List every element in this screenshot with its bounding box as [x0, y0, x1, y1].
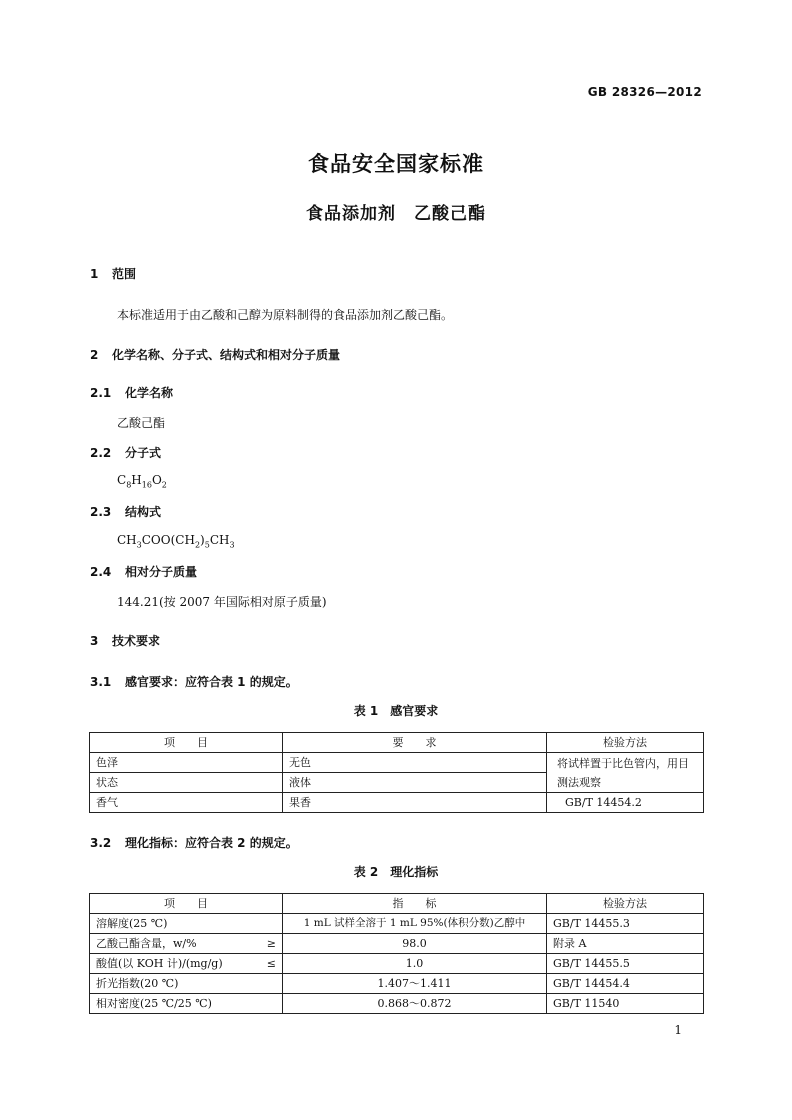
table-cell: GB/T 14454.4: [547, 974, 704, 994]
sensory-table: [89, 732, 704, 813]
section-title: 相对分子质量: [125, 565, 198, 579]
section-heading: [90, 563, 197, 580]
section-heading: [90, 346, 340, 363]
table-cell: 折光指数(20 ℃): [90, 974, 283, 994]
table-cell: GB/T 11540: [547, 994, 704, 1014]
table-row: [90, 954, 704, 974]
section-heading: [90, 444, 161, 461]
table-header: 指 标: [283, 894, 547, 914]
table-row: [90, 793, 704, 813]
table-row: [90, 914, 704, 934]
table-row: [90, 934, 704, 954]
scope-paragraph: 本标准适用于由乙酸和己醇为原料制得的食品添加剂乙酸己酯。: [117, 308, 454, 322]
section-heading: [90, 503, 161, 520]
section-number: 2: [90, 348, 99, 362]
table-cell: 液体: [283, 773, 547, 793]
section-heading: [90, 632, 160, 649]
section-number: 2.2: [90, 446, 112, 460]
section-title: 技术要求: [112, 634, 161, 648]
table1-caption: 表 1 感官要求: [353, 704, 439, 718]
section-title: 理化指标：应符合表 2 的规定。: [125, 836, 298, 850]
table-cell: 果香: [283, 793, 547, 813]
table-cell: 乙酸己酯含量，w/% ≥: [90, 934, 283, 954]
section-number: 2.1: [90, 386, 112, 400]
section-heading: [90, 265, 136, 282]
table-header-row: [90, 733, 704, 753]
document-subtitle: 食品添加剂 乙酸己酯: [306, 204, 486, 224]
table-cell: 附录 A: [547, 934, 704, 954]
table-cell: 1.407～1.411: [283, 974, 547, 994]
table-cell: 0.868～0.872: [283, 994, 547, 1014]
chemical-name: 乙酸己酯: [117, 416, 166, 430]
structural-formula: $CH_3COO(CH_2)_5CH_3$: [117, 533, 235, 550]
molecular-formula: $C_8H_{16}O_2$: [117, 473, 167, 490]
section-title: 化学名称、分子式、结构式和相对分子质量: [112, 348, 341, 362]
section-title: 分子式: [125, 446, 162, 460]
table-header: 项 目: [90, 894, 283, 914]
table-row: [90, 753, 704, 773]
table-header: 检验方法: [547, 733, 704, 753]
section-title: 范围: [112, 267, 137, 281]
section-number: 1: [90, 267, 99, 281]
table-cell: 相对密度(25 ℃/25 ℃): [90, 994, 283, 1014]
table-cell: 溶解度(25 ℃): [90, 914, 283, 934]
table-cell-merged-method: 将试样置于比色管内，用目测法观察: [547, 753, 704, 793]
section-title: 化学名称: [125, 386, 174, 400]
section-heading: [90, 384, 173, 401]
section-number: 3.1: [90, 675, 112, 689]
table-cell: 98.0: [283, 934, 547, 954]
table-cell: GB/T 14455.5: [547, 954, 704, 974]
page-number: 1: [674, 1023, 682, 1037]
table-cell: GB/T 14454.2: [547, 793, 704, 813]
table-cell: 无色: [283, 753, 547, 773]
table-cell: GB/T 14455.3: [547, 914, 704, 934]
table-cell: 香气: [90, 793, 283, 813]
table-header: 检验方法: [547, 894, 704, 914]
section-number: 2.4: [90, 565, 112, 579]
table-cell: 1.0: [283, 954, 547, 974]
section-number: 3: [90, 634, 99, 648]
table-cell: 色泽: [90, 753, 283, 773]
table-header: 要 求: [283, 733, 547, 753]
molecular-mass: 144.21(按 2007 年国际相对原子质量): [117, 595, 327, 609]
section-number: 2.3: [90, 505, 112, 519]
section-title: 结构式: [125, 505, 162, 519]
document-title: 食品安全国家标准: [308, 152, 484, 176]
table-header: 项 目: [90, 733, 283, 753]
standard-number: GB 28326—2012: [587, 85, 702, 99]
table-cell: 状态: [90, 773, 283, 793]
table-cell: 1 mL 试样全溶于 1 mL 95%(体积分数)乙醇中: [283, 914, 547, 934]
table-cell: 酸值(以 KOH 计)/(mg/g) ≤: [90, 954, 283, 974]
section-number: 3.2: [90, 836, 112, 850]
section-heading: [90, 834, 298, 851]
table2-caption: 表 2 理化指标: [353, 865, 439, 879]
section-heading: [90, 673, 298, 690]
table-header-row: [90, 894, 704, 914]
section-title: 感官要求：应符合表 1 的规定。: [125, 675, 298, 689]
physicochemical-table: [89, 893, 704, 1014]
table-row: [90, 994, 704, 1014]
table-row: [90, 974, 704, 994]
